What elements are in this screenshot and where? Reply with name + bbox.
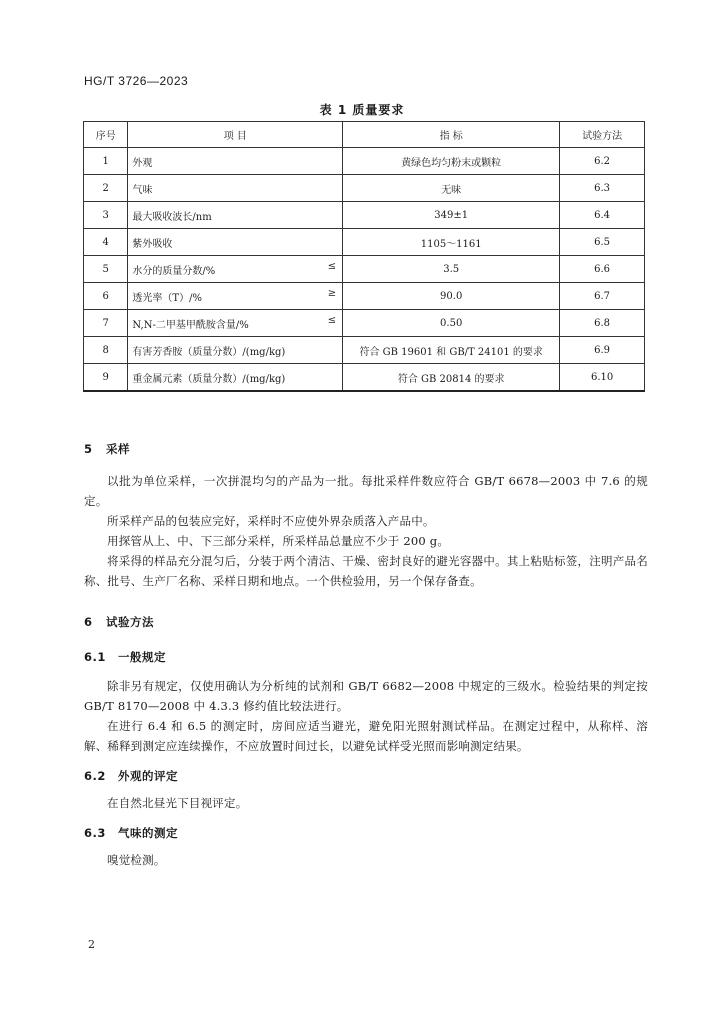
table-title: 表 1 质量要求 xyxy=(319,103,405,117)
paragraph: 将采得的样品充分混匀后，分装于两个清洁、干燥、密封良好的避光容器中。其上粘贴标签，注明产品名称、批号、生产厂名称、采样日期和地点。一个供检验用，另一个保存备查。 xyxy=(84,554,648,588)
row-spec: 无味 xyxy=(343,175,560,202)
row-no: 9 xyxy=(84,364,128,392)
row-item xyxy=(128,148,343,175)
row-method: 6.6 xyxy=(560,256,645,283)
row-item xyxy=(128,202,343,229)
row-operator: ≥ xyxy=(327,288,337,299)
header-no: 序号 xyxy=(84,122,128,148)
subsection-6-2-heading xyxy=(84,768,178,784)
subsection-title: 气味的测定 xyxy=(118,826,178,840)
row-operator: ≤ xyxy=(327,261,337,272)
subsection-6-1-heading xyxy=(84,649,166,665)
subsection-number: 6.3 xyxy=(84,826,106,840)
header-spec: 指 标 xyxy=(343,122,560,148)
row-method: 6.7 xyxy=(560,283,645,310)
table-row xyxy=(84,337,645,364)
row-spec: 90.0 xyxy=(343,283,560,310)
header-method: 试验方法 xyxy=(560,122,645,148)
row-item-label: 外观 xyxy=(132,157,153,169)
row-no: 1 xyxy=(84,148,128,175)
paragraph: 所采样产品的包装应完好，采样时不应使外界杂质落入产品中。 xyxy=(107,514,435,528)
row-method: 6.3 xyxy=(560,175,645,202)
subsection-number: 6.1 xyxy=(84,650,106,664)
row-no: 5 xyxy=(84,256,128,283)
row-no: 2 xyxy=(84,175,128,202)
row-item-label: 水分的质量分数/% xyxy=(132,265,216,277)
row-item xyxy=(128,364,343,392)
section-number: 5 xyxy=(84,442,93,456)
row-no: 8 xyxy=(84,337,128,364)
row-spec: 黄绿色均匀粉末或颗粒 xyxy=(343,148,560,175)
row-item xyxy=(128,283,343,310)
row-spec: 1105～1161 xyxy=(343,229,560,256)
row-no: 4 xyxy=(84,229,128,256)
row-spec: 符合 GB 19601 和 GB/T 24101 的要求 xyxy=(343,337,560,364)
section-number: 6 xyxy=(84,615,93,629)
row-no: 7 xyxy=(84,310,128,337)
section-6-heading xyxy=(84,614,154,630)
quality-requirements-table xyxy=(83,121,645,392)
paragraph: 除非另有规定，仅使用确认为分析纯的试剂和 GB/T 6682—2008 中规定的三级水。检验结果的判定按 GB/T 8170—2008 中 4.3.3 修约值比较法进行。 xyxy=(84,679,648,713)
subsection-title: 外观的评定 xyxy=(118,769,178,783)
table-row xyxy=(84,256,645,283)
subsection-title: 一般规定 xyxy=(118,650,166,664)
row-method: 6.2 xyxy=(560,148,645,175)
table-row xyxy=(84,310,645,337)
row-item-label: 气味 xyxy=(132,184,153,196)
paragraph: 嗅觉检测。 xyxy=(107,853,166,867)
table-row xyxy=(84,283,645,310)
row-method: 6.4 xyxy=(560,202,645,229)
table-row xyxy=(84,175,645,202)
row-spec: 349±1 xyxy=(343,202,560,229)
section-5-heading xyxy=(84,441,130,457)
row-item xyxy=(128,229,343,256)
paragraph: 在自然北昼光下目视评定。 xyxy=(107,796,248,810)
row-item-label: 紫外吸收 xyxy=(132,238,173,250)
table-row xyxy=(84,148,645,175)
row-method: 6.5 xyxy=(560,229,645,256)
row-method: 6.8 xyxy=(560,310,645,337)
row-spec: 符合 GB 20814 的要求 xyxy=(343,364,560,392)
header-item: 项 目 xyxy=(128,122,343,148)
row-item-label: 最大吸收波长/nm xyxy=(132,211,212,223)
row-item-label: 重金属元素（质量分数）/(mg/kg) xyxy=(132,373,286,385)
row-spec: 3.5 xyxy=(343,256,560,283)
paragraph: 在进行 6.4 和 6.5 的测定时，房间应适当避光，避免阳光照射测试样品。在测定过程中，从称样、溶解、稀释到测定应连续操作，不应放置时间过长，以避免试样受光照而影响测定结果。 xyxy=(84,719,648,753)
table-header-row xyxy=(84,122,645,148)
subsection-6-3-heading xyxy=(84,825,178,841)
table-row xyxy=(84,364,645,392)
row-item xyxy=(128,256,343,283)
row-item-label: 透光率（T）/% xyxy=(132,292,202,304)
row-spec: 0.50 xyxy=(343,310,560,337)
page-number: 2 xyxy=(88,938,95,951)
standard-code: HG/T 3726—2023 xyxy=(84,74,189,88)
row-method: 6.9 xyxy=(560,337,645,364)
row-item xyxy=(128,310,343,337)
section-title: 试验方法 xyxy=(106,615,154,629)
table-row xyxy=(84,202,645,229)
row-item xyxy=(128,175,343,202)
row-no: 6 xyxy=(84,283,128,310)
row-method: 6.10 xyxy=(560,364,645,392)
row-item xyxy=(128,337,343,364)
paragraph: 以批为单位采样，一次拼混均匀的产品为一批。每批采样件数应符合 GB/T 6678—2003 中 7.6 的规定。 xyxy=(84,474,648,508)
paragraph: 用探管从上、中、下三部分采样，所采样品总量应不少于 200 g。 xyxy=(107,534,450,548)
row-no: 3 xyxy=(84,202,128,229)
row-item-label: 有害芳香胺（质量分数）/(mg/kg) xyxy=(132,346,286,358)
section-title: 采样 xyxy=(106,442,130,456)
row-operator: ≤ xyxy=(327,315,337,326)
subsection-number: 6.2 xyxy=(84,769,106,783)
table-row xyxy=(84,229,645,256)
row-item-label: N,N-二甲基甲酰胺含量/% xyxy=(132,319,249,331)
